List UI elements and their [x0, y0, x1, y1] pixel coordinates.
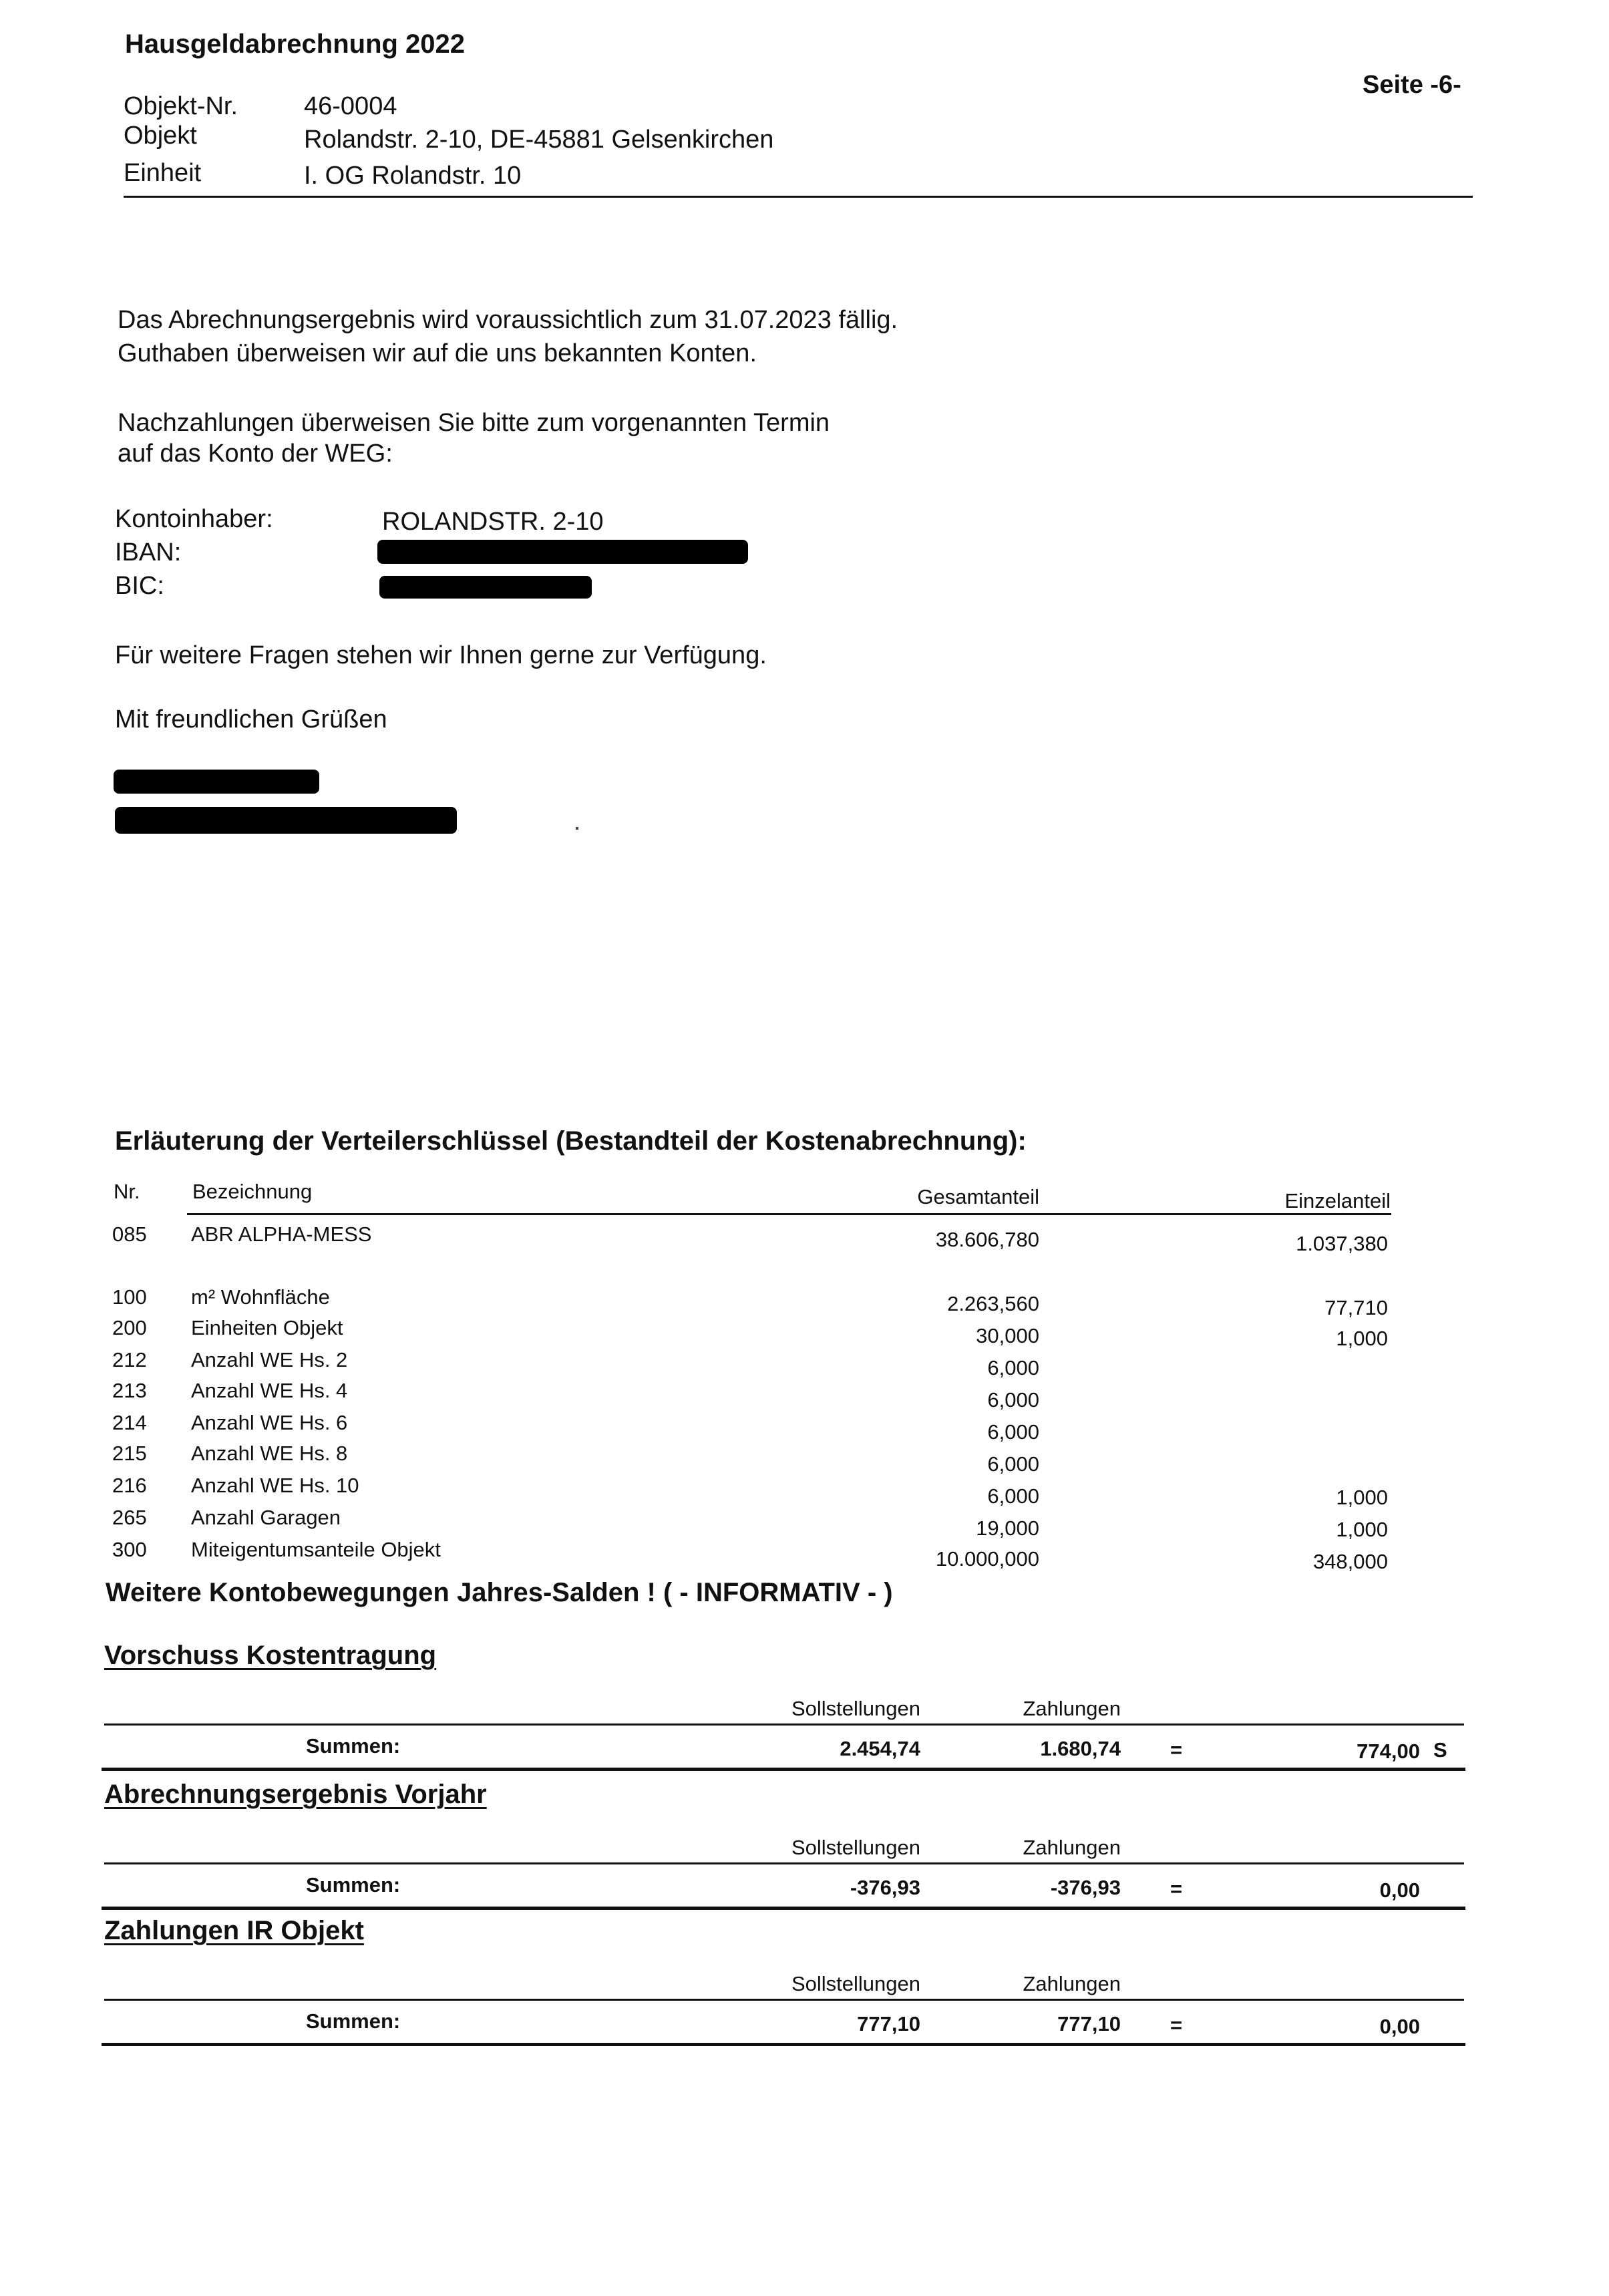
key-row-gesamtanteil: 6,000 [987, 1452, 1039, 1476]
section-title: Zahlungen IR Objekt [104, 1916, 364, 1945]
section-header-rule [104, 1862, 1464, 1864]
distribution-keys-heading: Erläuterung der Verteilerschlüssel (Bestandteil der Kostenabrechnung): [115, 1126, 1027, 1156]
object-label: Objekt [124, 122, 197, 150]
sum-saldo: 0,00 [1379, 1878, 1420, 1902]
key-row-nr: 100 [112, 1285, 147, 1309]
key-row-einzelanteil: 348,000 [1312, 1550, 1388, 1573]
key-row-gesamtanteil: 6,000 [987, 1484, 1039, 1508]
key-row-bezeichnung: Anzahl WE Hs. 2 [191, 1348, 348, 1371]
due-date-text: Das Abrechnungsergebnis wird voraussichtlich zum 31.07.2023 fällig. [118, 306, 898, 334]
sum-zahlungen: 1.680,74 [1040, 1737, 1121, 1760]
sum-label: Summen: [306, 1873, 401, 1897]
key-row-bezeichnung: m² Wohnfläche [191, 1285, 330, 1309]
key-row-nr: 200 [112, 1316, 147, 1339]
key-row-bezeichnung: Einheiten Objekt [191, 1316, 343, 1339]
key-row-nr: 300 [112, 1538, 147, 1561]
key-row-bezeichnung: Anzahl Garagen [191, 1506, 341, 1529]
key-row-gesamtanteil: 19,000 [976, 1516, 1039, 1540]
equals-sign: = [1170, 2013, 1183, 2037]
col-header-gesamtanteil: Gesamtanteil [917, 1185, 1039, 1208]
col-header-bezeichnung: Bezeichnung [192, 1180, 313, 1203]
unit-label: Einheit [124, 159, 202, 187]
section-sum-rule [102, 2043, 1465, 2046]
key-row-gesamtanteil: 6,000 [987, 1388, 1039, 1412]
sum-sollstellungen: 2.454,74 [840, 1737, 920, 1760]
bic-label: BIC: [115, 572, 164, 600]
sum-sollstellungen: -376,93 [850, 1876, 920, 1899]
col-header-sollstellungen: Sollstellungen [791, 1697, 920, 1720]
iban-redaction [377, 540, 748, 564]
equals-sign: = [1170, 1877, 1183, 1901]
section-sum-rule [102, 1768, 1465, 1771]
col-header-sollstellungen: Sollstellungen [791, 1836, 920, 1859]
sum-sollstellungen: 777,10 [857, 2012, 920, 2035]
section-header-rule [104, 1999, 1464, 2001]
key-row-gesamtanteil: 6,000 [987, 1420, 1039, 1444]
col-header-zahlungen: Zahlungen [1023, 1972, 1121, 1995]
key-row-bezeichnung: Anzahl WE Hs. 8 [191, 1442, 348, 1465]
object-number-label: Objekt-Nr. [124, 92, 238, 120]
document-title: Hausgeldabrechnung 2022 [125, 29, 466, 59]
key-row-nr: 265 [112, 1506, 147, 1529]
key-row-einzelanteil: 1,000 [1336, 1486, 1388, 1509]
page-number: Seite -6- [1363, 71, 1461, 99]
col-header-einzelanteil: Einzelanteil [1284, 1189, 1391, 1212]
payment-text-line2: auf das Konto der WEG: [118, 440, 393, 468]
key-row-bezeichnung: Anzahl WE Hs. 10 [191, 1474, 359, 1497]
key-row-gesamtanteil: 2.263,560 [947, 1292, 1039, 1315]
payment-text-line1: Nachzahlungen überweisen Sie bitte zum vorgenannten Termin [118, 409, 830, 437]
key-row-gesamtanteil: 30,000 [976, 1324, 1039, 1347]
sum-zahlungen: -376,93 [1050, 1876, 1121, 1899]
key-row-nr: 214 [112, 1411, 147, 1434]
key-row-gesamtanteil: 38.606,780 [935, 1228, 1039, 1251]
credit-text: Guthaben überweisen wir auf die uns bekannten Konten. [118, 339, 757, 367]
movements-heading: Weitere Kontobewegungen Jahres-Salden ! ( - INFORMATIV - ) [106, 1578, 893, 1607]
key-row-nr: 216 [112, 1474, 147, 1497]
account-holder-label: Kontoinhaber: [115, 505, 273, 533]
key-row-bezeichnung: ABR ALPHA-MESS [191, 1222, 372, 1246]
questions-text: Für weitere Fragen stehen wir Ihnen gerne zur Verfügung. [115, 641, 767, 669]
section-title: Vorschuss Kostentragung [104, 1641, 437, 1670]
unit-value: I. OG Rolandstr. 10 [304, 162, 522, 190]
object-number-value: 46-0004 [304, 92, 397, 120]
iban-label: IBAN: [115, 538, 182, 566]
key-row-gesamtanteil: 10.000,000 [935, 1547, 1039, 1571]
key-row-bezeichnung: Anzahl WE Hs. 6 [191, 1411, 348, 1434]
saldo-flag: S [1433, 1738, 1447, 1762]
key-row-bezeichnung: Anzahl WE Hs. 4 [191, 1379, 348, 1402]
greeting-text: Mit freundlichen Grüßen [115, 705, 387, 733]
col-header-nr: Nr. [114, 1180, 140, 1203]
key-row-nr: 213 [112, 1379, 147, 1402]
account-holder-value: ROLANDSTR. 2-10 [382, 508, 604, 536]
signature-company-redaction [115, 807, 457, 834]
bic-redaction [379, 576, 592, 599]
col-header-sollstellungen: Sollstellungen [791, 1972, 920, 1995]
scan-speck [576, 827, 578, 830]
sum-saldo: 774,00 [1357, 1740, 1420, 1763]
key-row-einzelanteil: 1.037,380 [1296, 1232, 1388, 1255]
col-header-zahlungen: Zahlungen [1023, 1836, 1121, 1859]
equals-sign: = [1170, 1738, 1183, 1762]
signature-name-redaction [114, 770, 319, 794]
sum-zahlungen: 777,10 [1057, 2012, 1121, 2035]
sum-label: Summen: [306, 2009, 401, 2033]
object-value: Rolandstr. 2-10, DE-45881 Gelsenkirchen [304, 126, 774, 154]
key-row-einzelanteil: 1,000 [1336, 1327, 1388, 1350]
header-rule [124, 196, 1473, 198]
key-row-nr: 212 [112, 1348, 147, 1371]
keys-header-rule [187, 1213, 1391, 1215]
sum-saldo: 0,00 [1379, 2015, 1420, 2038]
section-sum-rule [102, 1907, 1465, 1910]
sum-label: Summen: [306, 1734, 401, 1758]
key-row-einzelanteil: 1,000 [1336, 1518, 1388, 1541]
key-row-einzelanteil: 77,710 [1324, 1296, 1388, 1319]
key-row-bezeichnung: Miteigentumsanteile Objekt [191, 1538, 441, 1561]
key-row-nr: 215 [112, 1442, 147, 1465]
col-header-zahlungen: Zahlungen [1023, 1697, 1121, 1720]
section-header-rule [104, 1724, 1464, 1726]
key-row-gesamtanteil: 6,000 [987, 1356, 1039, 1379]
section-title: Abrechnungsergebnis Vorjahr [104, 1780, 487, 1809]
key-row-nr: 085 [112, 1222, 147, 1246]
